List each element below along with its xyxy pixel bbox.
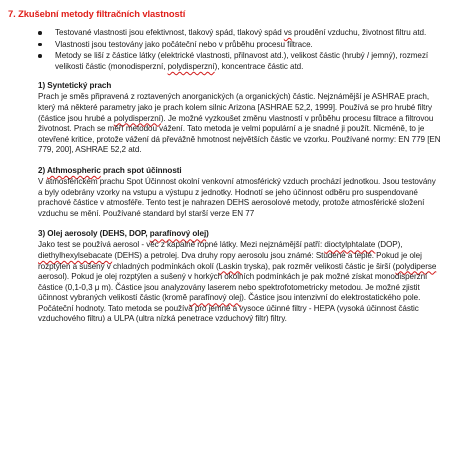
- section-title: 1) Syntetický prach: [38, 81, 112, 91]
- body-line: nahrazen DEHS aerosolové metody, protože atmosférické složení vzduchu se mění.: [38, 198, 425, 218]
- bullet-item: [8, 28, 441, 39]
- bullet-dot-icon: [38, 31, 42, 35]
- section-heading: 7. Zkušební metody filtračních vlastností: [8, 8, 186, 19]
- bullet-dot-icon: [38, 43, 42, 47]
- section-body: [38, 92, 441, 156]
- body-line: Prach je směs připravená z roztavených anorganických (a organických) částic. Nejznámější je: [38, 92, 370, 102]
- section-synthetic-dust: [8, 80, 441, 156]
- body-line: penetrace vzduchový filtr) filtry.: [177, 314, 287, 324]
- body-line: dioctylphtalate (DOP), diethylhexylsebacate (DEHS) a petrolej. Dva druhy ropy aerosolu jsou: [38, 240, 403, 260]
- body-line: jednotkou. Jsou testovány a byly odebrány vzorky na vstupu a výstupu z jednotky. Hodnotí se: [38, 176, 436, 197]
- body-line: intenzivní do elektrostatického pole. Počáteční hodnoty. Tato metoda se používá pro jemné a: [38, 293, 421, 313]
- body-line: ASHRAE prach, který má některé parametry jako je prach kolem silnic Arizona [ASHRAE 52,2,: [38, 92, 430, 112]
- bullet-text: Vlastnosti jsou testovány jako počáteční nebo v průběhu procesu filtrace.: [55, 39, 313, 49]
- body-line: rozptýlen a sušený v horkých okolních podmínkách je pak možné získat monodisperzní: [119, 272, 428, 282]
- bullet-dot-icon: [38, 54, 42, 58]
- body-line: částice (0,1-0,3 μ m). Částice jsou analyzovány laserem nebo spektrofotometricky metodou.: [38, 282, 364, 292]
- body-line: (Laskin tryska), pak rozměr velikosti částic je širší (polydiperse aerosol). Pokud je olej: [38, 261, 437, 282]
- body-line: změnu vlastností v průběhu procesu filtrace a filtrovou životnost. Prach se měří metodou: [38, 113, 434, 134]
- bullet-text: Testované vlastnosti jsou efektivnost, tlakový spád, tlakový spád vs proudění vzduchu, životnost filtru atd.: [55, 28, 427, 37]
- body-line: 1999]. Používá se pro hrubé filtry (částice jsou hrubé a polydisperzní). Je možné vyzkoušet: [38, 102, 432, 123]
- bullet-text: Metody se liší z částice látky (elektrické vlastnosti, přilnavost atd.), velikost částic (hrubý / jemný), rozmezí velikosti částic (monodisperzní, polydisperzní), koncentrace částic atd.: [55, 51, 429, 71]
- section-oil-aerosols: [8, 228, 441, 325]
- body-line: vysoce účinné filtry - HEPA (vysoká účinnost částic vzduchového filtru) a ULPA (ultra nízká: [38, 303, 419, 324]
- body-line: Jako test se používá aerosol - věc z kapalné ropné látky. Mezi nejznámější patří:: [38, 240, 323, 250]
- bullet-list: [8, 28, 441, 72]
- body-line: známé: Studené a teplé. Pokud je olej rozptýlen a sušený v chladných podmínkách okolí: [38, 250, 422, 271]
- bullet-item: [8, 51, 441, 72]
- bullet-item: [8, 40, 441, 51]
- section-body: [38, 177, 441, 219]
- body-line: Je možné zjistit účinnost vybraných velikostí částic (kromě parafínový olej). Částice jsou: [38, 282, 420, 303]
- body-line: Používané standard byl starší verze EN 77: [102, 208, 255, 218]
- section-body: [38, 240, 441, 325]
- body-line: V atmosférickém prachu Spot Účinnost okolní venkovní atmosférický vzduch prochází: [38, 176, 342, 186]
- section-atmospheric-dust: [8, 165, 441, 219]
- body-line: protože vážení dá převážně hmotnost největších částic ve vzorku. Používané normy: EN 779: [96, 134, 426, 144]
- section-title: 2) Athmospheric prach spot účinnosti: [38, 165, 182, 175]
- body-line: [EN 779, 200], ASHRAE 52,2 atd.: [38, 134, 441, 155]
- section-title: 3) Olej aerosoly (DEHS, DOP, parafínový olej): [38, 229, 209, 239]
- body-line: jeho účinnost odběru pro suspendované prachové částice v atmosféře. Tento test je: [38, 187, 418, 208]
- body-line: vážení. Tato metoda je velmi populární a je snadné ji použít. Nicméně, to je otevřené kritice,: [38, 124, 425, 144]
